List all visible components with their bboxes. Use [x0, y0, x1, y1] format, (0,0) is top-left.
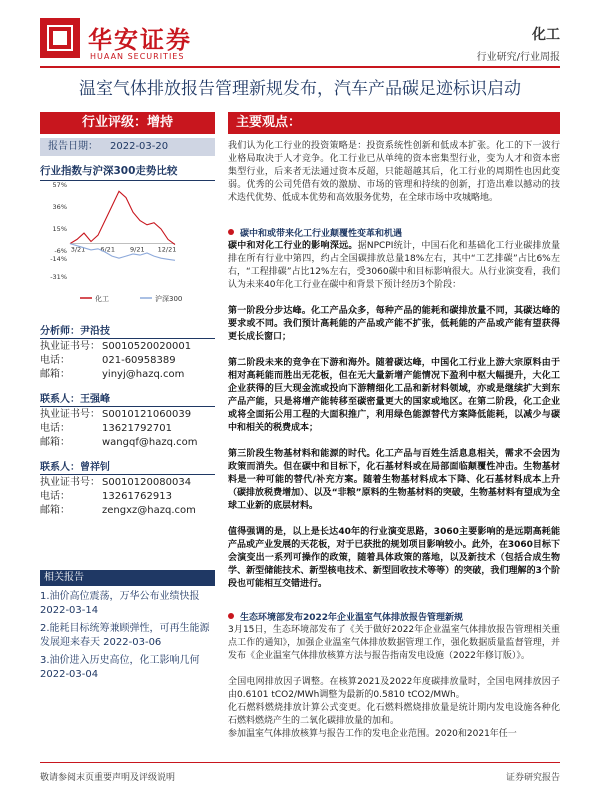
- industry-label: 化工: [532, 27, 560, 43]
- report-title: 温室气体排放报告管理新规发布，汽车产品碳足迹标识启动: [79, 79, 521, 99]
- analyst-1-name: 分析师：尹沿技: [40, 322, 215, 339]
- chart-heading: 行业指数与沪深300走势比较: [40, 163, 215, 181]
- bullet-icon: [228, 613, 234, 619]
- contact-3-phone: 13261762913: [102, 491, 172, 502]
- report-date: [40, 138, 215, 156]
- contact-3-license: S0010120080034: [102, 477, 192, 488]
- analyst-1-phone: 021-60958389: [102, 355, 176, 366]
- contact-3-email[interactable]: zengxz@hazq.com: [102, 505, 196, 516]
- ghg-notice-paragraph: 3月15日，生态环境部发布了《关于做好2022年企业温室气体排放报告管理相关重点工作的通知》，加强企业温室气体排放数据管理工作，强化数据质量监督管理，并发布《企业温室气体排放核算方法与报告指南发电设施（2022年修订版）》。: [228, 625, 560, 661]
- contact-2-name: 联系人：王强峰: [40, 390, 215, 407]
- key-points-heading: 主要观点：: [228, 112, 560, 134]
- footer-divider: [40, 762, 560, 763]
- analyst-1-contact: 执业证书号： S0010520020001 电话： 021-60958389 邮箱： yinyj@hazq.com: [40, 341, 192, 380]
- contact-3-contact: 执业证书号： S0010120080034 电话： 13261762913 邮箱： zengxz@hazq.com: [40, 477, 196, 516]
- legend-label: 沪深300: [155, 295, 183, 303]
- header-divider: [40, 66, 560, 68]
- contact-3-name: 联系人：曾祥钊: [40, 458, 215, 475]
- x-tick-label: 6/21: [100, 245, 115, 254]
- analyst-1-license: S0010520020001: [102, 341, 192, 352]
- y-tick-label: -6%: [54, 246, 67, 255]
- contact-2-license: S0010121060039: [102, 409, 192, 420]
- x-tick-label: 12/21: [157, 245, 177, 254]
- y-tick-label: 15%: [52, 224, 67, 233]
- industry-rating: 行业评级：增持: [40, 112, 215, 134]
- section-carbon-neutral: 碳中和或带来化工行业颠覆性变革和机遇: [228, 226, 560, 239]
- stage-2: 第二阶段未来的竞争在下游和海外。随着碳达峰，中国化工行业上游大宗原料由于相对高耗能而胜出无花板，但在无大量新增产能情况下盈利中枢大幅提升，大化工企业获得的巨大现金流或投向下游精细化工品和新材料领域，亦或是继续扩大到东产品产能，只是将增产能转移至碳密量更大的国家或地区。在第二阶段，化工企业或将全面拓公用工程的大面积推广，利用绿色能源替代方案降低能耗，以减少与碳中和相关的税费成本；: [228, 358, 560, 433]
- x-tick-label: 9/21: [130, 245, 145, 254]
- outlook-paragraph: 值得强调的是，以上是长达40年的行业演变思路，3060主要影响的是远期高耗能产品或产业发展的天花板，对于已获批的规划项目影响较小。此外，在3060目标下会演变出一系列可操作的政策，随着具体政策的落地，以及新技术（包括合成生物学、新型储能技术、新型核电技术、新型回收技术等等）的突破，我们理解的3个阶段也可能相互交错进行。: [228, 527, 560, 589]
- legend-label: 化工: [95, 295, 109, 303]
- contact-2-phone: 13621792701: [102, 423, 172, 434]
- disclaimer-note[interactable]: 敬请参阅末页重要声明及评级说明: [40, 773, 176, 783]
- contact-2-email[interactable]: wangqf@hazq.com: [102, 437, 198, 448]
- bullet-icon: [228, 229, 234, 235]
- fossil-formula-paragraph: 化石燃料燃烧排放计算公式变更。化石燃料燃烧排放量是统计期内发电设施各种化石燃料燃烧产生的二氧化碳排放量的加和。: [228, 703, 560, 726]
- brand-name-en: HUAAN SECURITIES: [90, 52, 185, 61]
- y-tick-label: 36%: [52, 202, 67, 211]
- company-logo: [40, 18, 80, 58]
- grid-factor-paragraph: 全国电网排放因子调整。在核算2021及2022年度碳排放量时，全国电网排放因子由0.6101 tCO2/MWh调整为最新的0.5810 tCO2/MWh。: [228, 677, 560, 700]
- section-ghg-rules: 生态环境部发布2022年企业温室气体排放报告管理新规: [228, 610, 560, 623]
- report-category: 证券研究报告: [505, 773, 560, 783]
- related-report-1[interactable]: 1.油价高位震荡，万华公布业绩快报 2022-03-14: [40, 591, 200, 616]
- analyst-1-email[interactable]: yinyj@hazq.com: [102, 369, 185, 380]
- scope-paragraph: 参加温室气体排放核算与报告工作的发电企业范围。2020和2021年任一: [228, 729, 517, 739]
- related-reports-heading: 相关报告: [40, 570, 215, 586]
- report-date-label: 报告日期：: [48, 141, 98, 152]
- x-tick-label: 3/21: [70, 245, 86, 254]
- brand-name: 华安证券: [88, 25, 192, 54]
- strategy-intro: 我们认为化工行业的投资策略是：投资系统性创新和低成本扩张。化工的下一波行业格局取决于人才竞争。化工行业已从单纯的资本密集型行业，变为人才和资本密集型行业，后来者无法通过资本反超，只能超越其后，化工行业的周期性也因此变弱。优秀的公司凭借有效的激励、市场的管理和持续的创新，打造出难以撼动的技术迭代优势、低成本优势和高效服务优势，在全球市场中攻城略地。: [228, 141, 560, 203]
- report-type: 行业研究/行业周报: [476, 52, 560, 63]
- contact-2-contact: 执业证书号： S0010121060039 电话： 13621792701 邮箱： wangqf@hazq.com: [40, 409, 198, 448]
- y-tick-label: -14%: [50, 255, 67, 264]
- series-line-0: [70, 191, 175, 244]
- carbon-paragraph: 碳中和对化工行业的影响深远。据NPCPI统计，中国石化和基础化工行业碳排放量排在所有行业中第四，约占全国碳排放总量18%左右，其中“工艺排碳”占比6%左右，“工程排碳”占比12%左右，受3060碳中和目标影响很大。从行业演变看，我们认为未来40年化工行业在碳中和背景下预计经历3个阶段：: [228, 241, 560, 290]
- stage-3: 第三阶段生物基材料和能源的时代。化工产品与百姓生活息息相关，需求不会因为政策而消失。但在碳中和目标下，化石基材料或在局部面临颠覆性冲击。生物基材料是一种可能的替代/补充方案。随着生物基材料成本下降、化石基材料成本上升（碳排放税费增加）、以及“非粮”原料的生物基材料的突破，生物基材料有望成为全球工业新的底层材料。: [228, 449, 560, 511]
- stage-1: 第一阶段分步达峰。化工产品众多，每种产品的能耗和碳排放量不同，其碳达峰的要求或不同。我们预计高耗能的产品或产能不扩张，低耗能的产品或产能有望获得更长成长窗口；: [228, 306, 560, 342]
- y-tick-label: -31%: [50, 273, 67, 281]
- related-report-2[interactable]: 2.能耗目标统筹兼顾弹性，可再生能源发展迎来春天 2022-03-06: [40, 623, 210, 648]
- related-report-3[interactable]: 3.油价进入历史高位，化工影响几何 2022-03-04: [40, 655, 200, 680]
- index-comparison-chart: [40, 180, 220, 310]
- y-tick-label: 57%: [52, 181, 67, 189]
- report-date-value: 2022-03-20: [110, 141, 169, 152]
